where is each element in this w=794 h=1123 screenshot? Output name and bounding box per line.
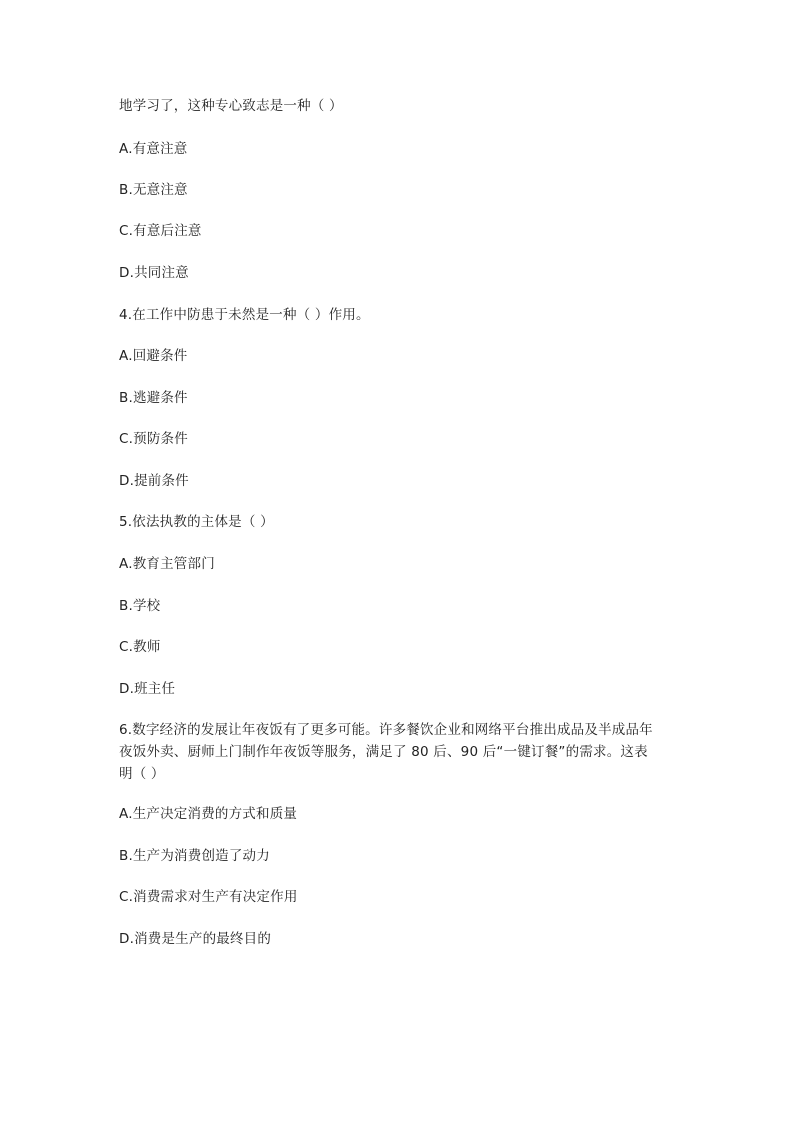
question-4-option-c: C.预防条件 xyxy=(119,431,188,447)
question-4-option-a: A.回避条件 xyxy=(119,348,188,364)
question-5-option-c: C.教师 xyxy=(119,639,161,655)
question-5-option-b: B.学校 xyxy=(119,598,161,614)
question-3-option-b: B.无意注意 xyxy=(119,182,188,198)
question-4-option-d: D.提前条件 xyxy=(119,473,189,489)
question-6-option-c: C.消费需求对生产有决定作用 xyxy=(119,889,298,905)
question-6-stem-line-2: 夜饭外卖、厨师上门制作年夜饭等服务，满足了 80 后、90 后“一键订餐”的需求。这表 xyxy=(119,744,648,760)
question-4-option-b: B.逃避条件 xyxy=(119,390,188,406)
question-3-option-c: C.有意后注意 xyxy=(119,223,202,239)
question-6-option-a: A.生产决定消费的方式和质量 xyxy=(119,806,298,822)
question-6-stem-line-3: 明（ ） xyxy=(119,766,165,782)
question-3-stem-continuation: 地学习了，这种专心致志是一种（ ） xyxy=(119,98,343,114)
question-6-option-d: D.消费是生产的最终目的 xyxy=(119,931,272,947)
question-5-option-d: D.班主任 xyxy=(119,681,176,697)
question-3-option-a: A.有意注意 xyxy=(119,141,188,157)
question-5-stem: 5.依法执教的主体是（ ） xyxy=(119,514,274,530)
question-6-option-b: B.生产为消费创造了动力 xyxy=(119,848,270,864)
question-5-option-a: A.教育主管部门 xyxy=(119,556,215,572)
question-6-stem-line-1: 6.数字经济的发展让年夜饭有了更多可能。许多餐饮企业和网络平台推出成品及半成品年 xyxy=(119,722,653,738)
question-3-option-d: D.共同注意 xyxy=(119,265,189,281)
question-4-stem: 4.在工作中防患于未然是一种（ ）作用。 xyxy=(119,307,370,323)
